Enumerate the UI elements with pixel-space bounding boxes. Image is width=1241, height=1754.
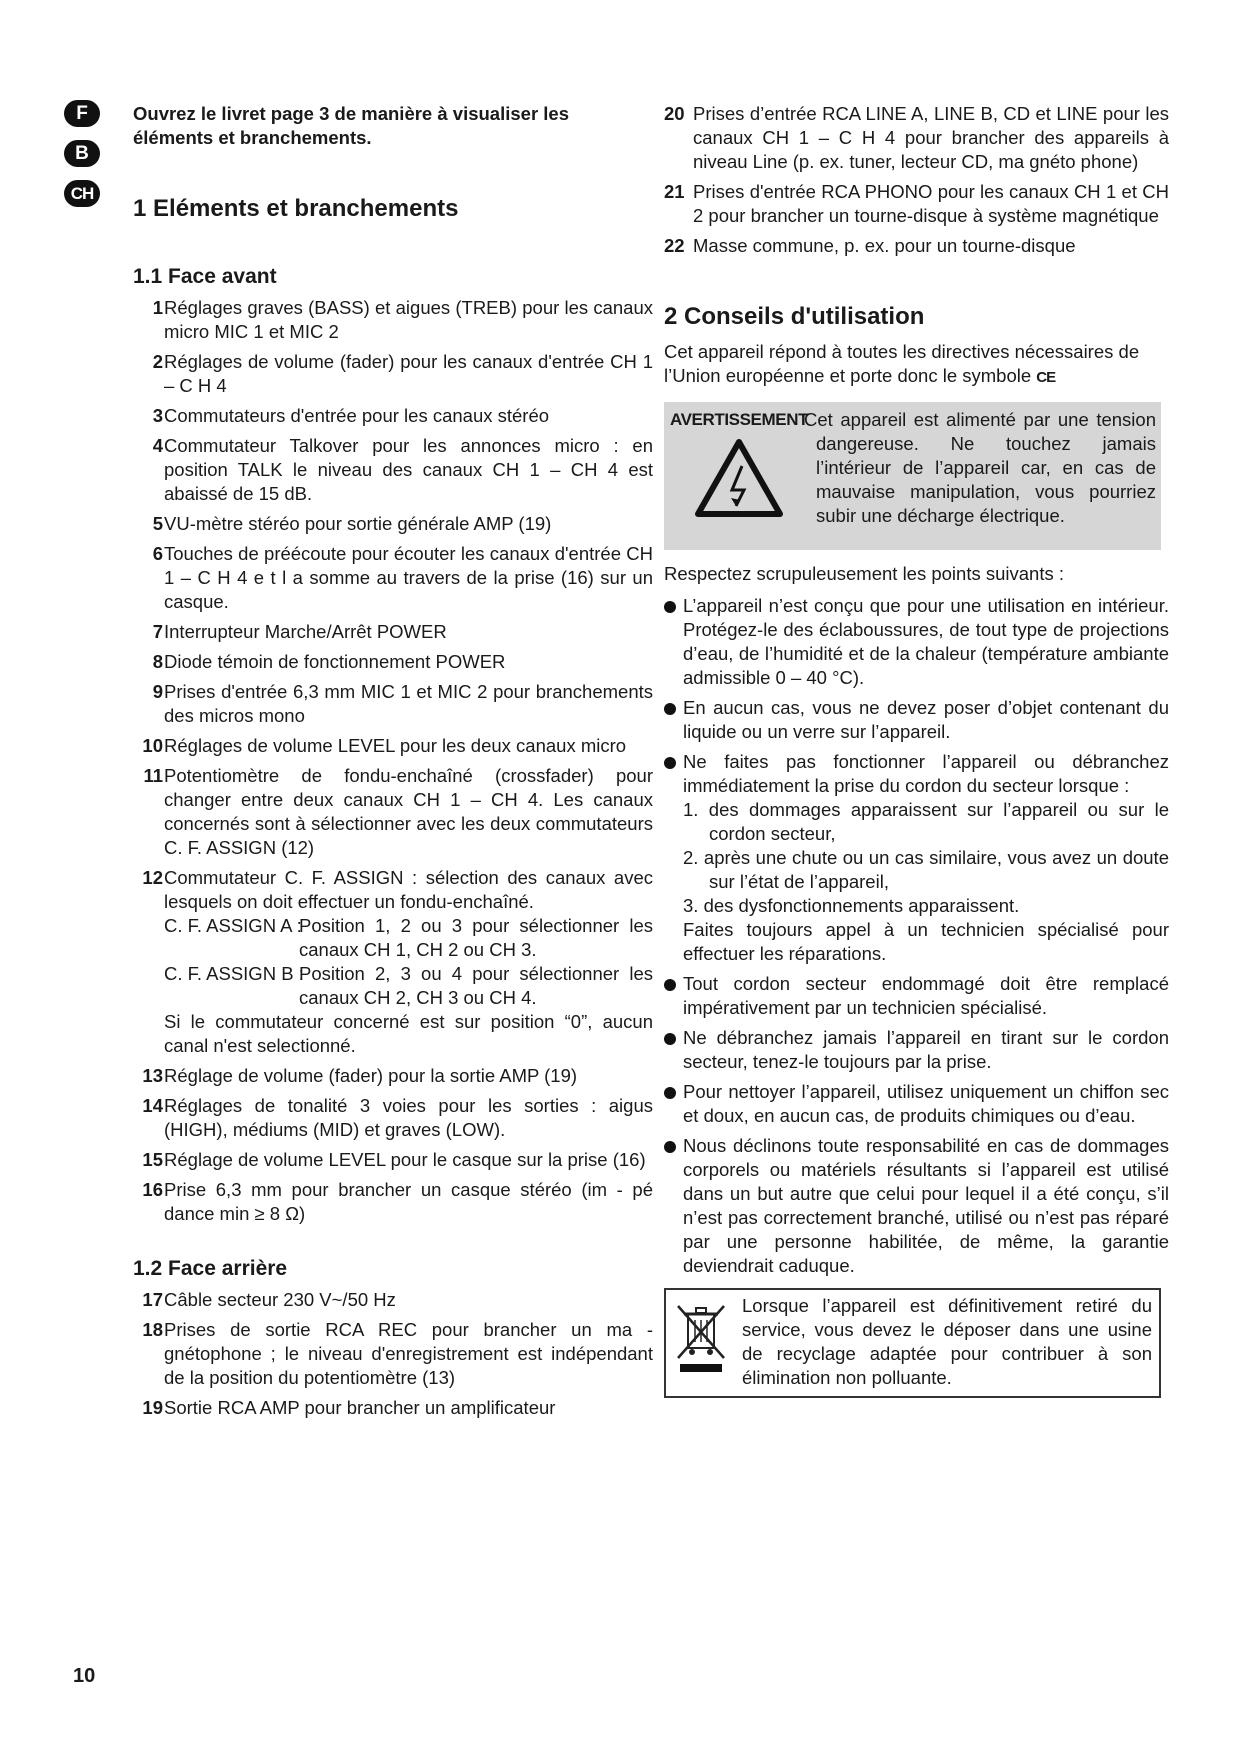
list-item (133, 866, 653, 914)
language-badges (64, 100, 104, 220)
list-item (133, 1064, 653, 1088)
list-item: Nous déclinons toute responsabilité en cas de dommages corporels ou matériels résultants si l’appareil est utilisé dans un but autre que celui pour lequel il a été conçu, s’il n’est pas correctement branché, utilisé ou n’est pas réparé par une personne habilitée, de même, la garantie deviendrait caduque. (664, 1134, 1169, 1278)
item-text: Réglages de tonalité 3 voies pour les sorties : aigus (HIGH), médiums (MID) et graves (LOW). (164, 1095, 653, 1140)
section-2-title: 2 Conseils d'utilisation (664, 303, 925, 330)
item-number: 11 (143, 765, 163, 786)
item-number: 20 (664, 103, 685, 124)
bullet-3-steps (683, 798, 1169, 918)
list-item (133, 404, 653, 428)
list-item (133, 434, 653, 506)
bullet-3-outro: Faites toujours appel à un technicien spécialisé pour effectuer les réparations. (683, 919, 1169, 964)
item-text: Prises d'entrée 6,3 mm MIC 1 et MIC 2 pour branchements des micros mono (164, 681, 653, 726)
item-text: Réglage de volume (fader) pour la sortie AMP (19) (164, 1065, 578, 1086)
item-number: 19 (142, 1397, 163, 1418)
item-number: 12 (142, 867, 163, 888)
item-text: Prises d'entrée RCA PHONO pour les canaux CH 1 et CH 2 pour brancher un tourne-disque à système magnétique (693, 181, 1169, 226)
assign-b-text: Position 2, 3 ou 4 pour sélectionner les canaux CH 2, CH 3 ou CH 4. (299, 963, 653, 1008)
list-item (664, 750, 1169, 966)
item-text: Prises d’entrée RCA LINE A, LINE B, CD et LINE pour les canaux CH 1 – C H 4 pour brancher des appareils à niveau Line (p. ex. tuner, lecteur CD, ma gnéto phone) (693, 103, 1169, 172)
item-number: 21 (664, 181, 685, 202)
list-item (133, 296, 653, 344)
item-number: 4 (152, 435, 163, 456)
item-number: 6 (152, 543, 163, 564)
high-voltage-warning-icon (694, 438, 784, 518)
assign-note: Si le commutateur concerné est sur position “0”, aucun canal n'est selectionné. (164, 1011, 653, 1056)
language-badge-f: F (64, 100, 100, 127)
ce-mark-icon: CE (1036, 369, 1056, 386)
rear-panel-list (133, 1288, 653, 1420)
bullet-3-intro: Ne faites pas fonctionner l’appareil ou débranchez immédiatement la prise du cordon du secteur lorsque : (683, 751, 1169, 796)
section-1-title: 1 Eléments et branchements (133, 195, 459, 222)
item-text: Diode témoin de fonctionnement POWER (164, 651, 506, 672)
rear-panel-list-continued (664, 102, 1169, 258)
item-text: Touches de préécoute pour écouter les canaux d'entrée CH 1 – C H 4 e t l a somme au travers de la prise (16) sur un casque. (164, 543, 653, 612)
item-text: Réglages graves (BASS) et aigues (TREB) pour les canaux micro MIC 1 et MIC 2 (164, 297, 653, 342)
item-number: 1 (152, 297, 163, 318)
page-number: 10 (73, 1665, 96, 1687)
list-item: Tout cordon secteur endommagé doit être remplacé impérativement par un technicien spécialisé. (664, 972, 1169, 1020)
list-item (133, 620, 653, 644)
right-column (664, 102, 1169, 1398)
subsection-1-1-title: 1.1 Face avant (133, 265, 277, 288)
warning-text-content: Cet appareil est alimenté par une tension dangereuse. Ne touchez jamais l’intérieur de l’appareil car, en cas de mauvaise manipulation, vous pourriez subir une décharge électrique. (804, 409, 1156, 526)
item-number: 2 (152, 351, 163, 372)
item-number: 22 (664, 235, 685, 256)
front-panel-list (133, 296, 653, 914)
list-item (133, 512, 653, 536)
item-text: VU-mètre stéréo pour sortie générale AMP (19) (164, 513, 552, 534)
item-text: Potentiomètre de fondu-enchaîné (crossfader) pour changer entre deux canaux CH 1 – CH 4. Les canaux concernés sont à sélectionner avec les deux commutateurs C. F. ASSIGN (12) (164, 765, 653, 858)
item-number: 13 (142, 1065, 163, 1086)
list-item (133, 1288, 653, 1312)
list-item (664, 234, 1169, 258)
item-text: Câble secteur 230 V~/50 Hz (164, 1289, 396, 1310)
intro-instruction: Ouvrez le livret page 3 de manière à visualiser les éléments et branchements. (133, 103, 570, 148)
item-text: Commutateur C. F. ASSIGN : sélection des canaux avec lesquels on doit effectuer un fondu-enchaîné. (164, 867, 653, 912)
list-item: L’appareil n’est conçu que pour une utilisation en intérieur. Protégez-le des éclaboussures, de tout type de projections d’eau, de l’humidité et de la chaleur (température ambiante admissible 0 – 40 °C). (664, 594, 1169, 690)
safety-lead: Respectez scrupuleusement les points suivants : (664, 563, 1065, 584)
left-column (133, 102, 653, 1426)
language-badge-ch: CH (64, 180, 100, 207)
list-item (133, 1396, 653, 1420)
section-2-intro (664, 340, 1169, 390)
assign-a-text: Position 1, 2 ou 3 pour sélectionner les canaux CH 1, CH 2 ou CH 3. (299, 915, 653, 960)
item-number: 15 (142, 1149, 163, 1170)
item-number: 17 (142, 1289, 163, 1310)
warning-text (804, 408, 1156, 528)
assign-b-label: C. F. ASSIGN B : (164, 963, 304, 984)
list-item (133, 1318, 653, 1390)
item-text: Sortie RCA AMP pour brancher un amplificateur (164, 1397, 556, 1418)
assign-b-entry (133, 962, 653, 1010)
item-number: 3 (152, 405, 163, 426)
assign-a-label: C. F. ASSIGN A : (164, 915, 302, 936)
item-text: Réglage de volume LEVEL pour le casque sur la prise (16) (164, 1149, 646, 1170)
item-number: 7 (152, 621, 163, 642)
list-item (133, 764, 653, 860)
item-text: Commutateur Talkover pour les annonces micro : en position TALK le niveau des canaux CH 1 – CH 4 est abaissé de 15 dB. (164, 435, 653, 504)
section-2-intro-text: Cet appareil répond à toutes les directives nécessaires de l’Union européenne et porte donc le symbole (664, 341, 1140, 386)
list-item (133, 680, 653, 728)
item-text: Masse commune, p. ex. pour un tourne-disque (693, 235, 1076, 256)
section-2 (664, 302, 1169, 1398)
list-item (133, 650, 653, 674)
recycling-box (664, 1288, 1161, 1398)
list-item (133, 734, 653, 758)
item-number: 8 (152, 651, 163, 672)
item-number: 5 (152, 513, 163, 534)
item-text: Réglages de volume LEVEL pour les deux canaux micro (164, 735, 627, 756)
subsection-1-2-title: 1.2 Face arrière (133, 1257, 288, 1280)
list-item (133, 1148, 653, 1172)
warning-box (664, 402, 1161, 550)
recycling-text: Lorsque l’appareil est définitivement retiré du service, vous devez le déposer dans une usine de recyclage adaptée pour contribuer à son élimination non polluante. (742, 1295, 1152, 1388)
item-text: Prises de sortie RCA REC pour brancher un ma - gnétophone ; le niveau d'enregistrement est indépendant de la position du potentiomètre (13) (164, 1319, 653, 1388)
assign-a-entry (133, 914, 653, 962)
list-item (133, 350, 653, 398)
item-number: 14 (142, 1095, 163, 1116)
warning-title: AVERTISSEMENT (670, 410, 809, 429)
crossed-bin-icon (674, 1300, 730, 1374)
step-item: 3. des dysfonctionnements apparaissent. (683, 895, 1020, 916)
item-number: 16 (142, 1179, 163, 1200)
list-item (133, 1178, 653, 1226)
list-item: En aucun cas, vous ne devez poser d’objet contenant du liquide ou un verre sur l’appareil. (664, 696, 1169, 744)
list-item: Pour nettoyer l’appareil, utilisez uniquement un chiffon sec et doux, en aucun cas, de produits chimiques ou d’eau. (664, 1080, 1169, 1128)
item-text: Interrupteur Marche/Arrêt POWER (164, 621, 447, 642)
list-item (133, 542, 653, 614)
front-panel-list-continued (133, 1064, 653, 1226)
list-item (664, 180, 1169, 228)
language-badge-b: B (64, 140, 100, 167)
item-text: Commutateurs d'entrée pour les canaux stéréo (164, 405, 550, 426)
step-item: 2. après une chute ou un cas similaire, vous avez un doute sur l’état de l’appareil, (683, 847, 1169, 892)
item-text: Prise 6,3 mm pour brancher un casque stéréo (im - pé dance min ≥ 8 Ω) (164, 1179, 653, 1224)
item-number: 18 (142, 1319, 163, 1340)
list-item (133, 1094, 653, 1142)
safety-bullets (664, 594, 1169, 1278)
list-item: Ne débranchez jamais l’appareil en tirant sur le cordon secteur, tenez-le toujours par la prise. (664, 1026, 1169, 1074)
item-number: 10 (142, 735, 163, 756)
item-text: Réglages de volume (fader) pour les canaux d'entrée CH 1 – C H 4 (164, 351, 653, 396)
list-item (664, 102, 1169, 174)
item-number: 9 (152, 681, 163, 702)
step-item: 1. des dommages apparaissent sur l’appareil ou sur le cordon secteur, (683, 799, 1169, 844)
